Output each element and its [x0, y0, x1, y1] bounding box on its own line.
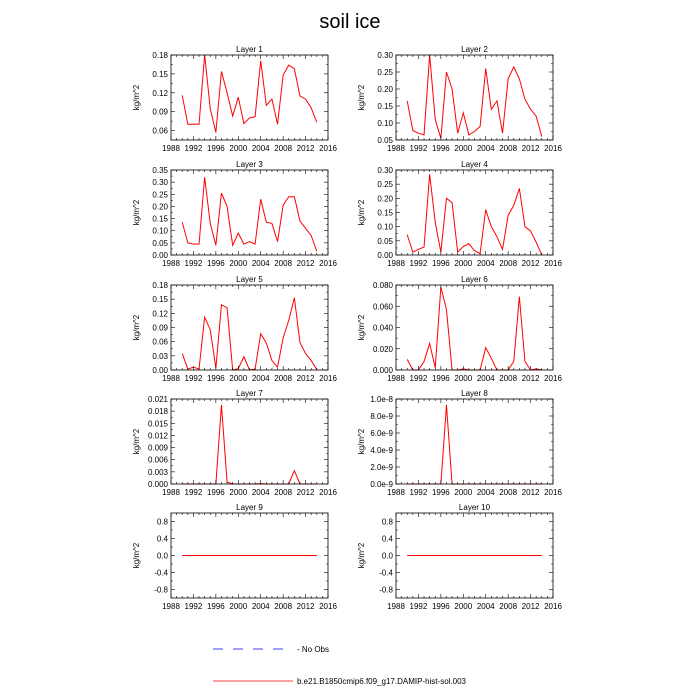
x-tick-label: 1988	[387, 144, 405, 153]
plot-frame	[396, 285, 553, 370]
panel-title: Layer 1	[236, 45, 263, 54]
x-tick-label: 2008	[499, 259, 518, 268]
y-tick-label: 0.06	[152, 337, 168, 347]
series-line	[182, 55, 317, 132]
x-tick-label: 2008	[274, 488, 293, 497]
x-tick-label: 1992	[409, 488, 428, 497]
y-tick-label: 0.12	[152, 88, 168, 98]
x-tick-label: 2016	[544, 374, 562, 383]
x-tick-label: 2004	[476, 144, 495, 153]
y-tick-label: 0.8	[381, 517, 393, 527]
y-tick-label: 0.25	[152, 190, 168, 200]
panel-title: Layer 9	[236, 503, 263, 512]
x-tick-label: 2000	[229, 488, 248, 497]
series-line	[182, 298, 317, 370]
y-tick-label: 0.30	[152, 178, 168, 188]
y-tick-label: 6.0e-9	[370, 429, 393, 438]
y-tick-label: 0.021	[147, 395, 168, 404]
x-tick-label: 2004	[476, 259, 495, 268]
y-tick-label: 0.4	[381, 534, 393, 544]
x-tick-label: 1988	[162, 602, 180, 611]
y-tick-label: 1.0e-8	[370, 395, 393, 404]
y-tick-label: 0.09	[152, 323, 168, 333]
x-tick-label: 2012	[296, 374, 315, 383]
x-tick-label: 1988	[387, 488, 405, 497]
x-tick-label: 1996	[206, 144, 225, 153]
y-tick-label: 0.15	[152, 69, 168, 79]
y-tick-label: 0.20	[377, 194, 393, 204]
x-tick-label: 2000	[454, 144, 473, 153]
x-tick-label: 2008	[499, 488, 518, 497]
x-tick-label: 2000	[229, 259, 248, 268]
x-tick-label: 2000	[454, 602, 473, 611]
x-tick-label: 2004	[476, 374, 495, 383]
y-tick-label: 0.003	[147, 467, 168, 477]
series-line	[407, 405, 542, 484]
x-tick-label: 2012	[521, 602, 540, 611]
y-tick-label: 0.06	[152, 126, 168, 136]
x-tick-label: 1992	[409, 259, 428, 268]
plot-frame	[396, 399, 553, 484]
x-tick-label: 2000	[229, 374, 248, 383]
panel-title: Layer 7	[236, 389, 263, 398]
panel-layer-5	[132, 275, 337, 383]
y-tick-label: 8.0e-9	[370, 412, 393, 421]
x-tick-label: 2000	[454, 374, 473, 383]
x-tick-label: 2012	[521, 488, 540, 497]
y-tick-label: 0.006	[147, 455, 168, 465]
panel-layer-7	[132, 389, 337, 497]
y-tick-label: 0.10	[377, 119, 393, 128]
y-tick-label: 0.018	[147, 407, 168, 417]
y-tick-label: 0.040	[372, 323, 393, 333]
x-tick-label: 1988	[162, 144, 180, 153]
x-tick-label: 2008	[499, 374, 518, 383]
y-tick-label: 0.00	[377, 251, 393, 260]
y-tick-label: 0.30	[377, 51, 393, 60]
panel-title: Layer 3	[236, 160, 263, 169]
x-tick-label: 1988	[162, 488, 180, 497]
y-tick-label: 2.0e-9	[370, 463, 393, 472]
x-tick-label: 2012	[296, 144, 315, 153]
x-tick-label: 2000	[454, 259, 473, 268]
y-tick-label: 0.35	[152, 166, 168, 175]
x-tick-label: 1996	[431, 488, 450, 497]
y-tick-label: -0.8	[379, 585, 393, 595]
x-tick-label: 2016	[544, 488, 562, 497]
x-tick-label: 1988	[387, 259, 405, 268]
y-tick-label: 0.25	[377, 180, 393, 190]
x-tick-label: 1996	[206, 602, 225, 611]
figure-title: soil ice	[319, 11, 381, 33]
panel-title: Layer 4	[461, 160, 488, 169]
x-tick-label: 2016	[319, 488, 337, 497]
x-tick-label: 2004	[251, 488, 270, 497]
x-tick-label: 2012	[296, 602, 315, 611]
x-tick-label: 1996	[431, 144, 450, 153]
y-tick-label: 0.015	[147, 419, 168, 429]
panel-layer-3	[132, 160, 337, 268]
y-tick-label: -0.4	[379, 568, 393, 578]
y-axis-label: kg/m^2	[357, 542, 366, 569]
panel-layer-8	[357, 389, 562, 497]
y-axis-label: kg/m^2	[132, 84, 141, 111]
series-line	[407, 174, 542, 255]
x-tick-label: 2016	[544, 259, 562, 268]
panel-title: Layer 6	[461, 275, 488, 284]
x-tick-label: 2008	[274, 602, 293, 611]
x-tick-label: 1988	[387, 602, 405, 611]
series-line	[407, 55, 542, 138]
panel-title: Layer 8	[461, 389, 488, 398]
series-line	[407, 287, 542, 370]
panel-layer-10	[357, 503, 562, 611]
x-tick-label: 2008	[499, 602, 518, 611]
y-axis-label: kg/m^2	[132, 199, 141, 226]
y-tick-label: 0.0	[381, 551, 393, 561]
y-tick-label: 0.09	[152, 107, 168, 117]
series-line	[182, 177, 317, 251]
x-tick-label: 2004	[251, 602, 270, 611]
panel-layer-2	[357, 45, 562, 153]
y-axis-label: kg/m^2	[132, 428, 141, 455]
panel-layer-4	[357, 160, 562, 268]
x-tick-label: 2016	[319, 374, 337, 383]
y-tick-label: 0.10	[152, 226, 168, 236]
x-tick-label: 1992	[184, 144, 203, 153]
x-tick-label: 1996	[206, 374, 225, 383]
x-tick-label: 1996	[431, 259, 450, 268]
x-tick-label: 2012	[296, 259, 315, 268]
x-tick-label: 1996	[206, 488, 225, 497]
panel-title: Layer 5	[236, 275, 263, 284]
x-tick-label: 2004	[476, 602, 495, 611]
y-tick-label: 0.05	[152, 238, 168, 248]
x-tick-label: 2004	[251, 374, 270, 383]
x-tick-label: 2004	[251, 259, 270, 268]
plot-frame	[396, 55, 553, 140]
plot-frame	[171, 170, 328, 255]
x-tick-label: 2016	[319, 259, 337, 268]
plot-frame	[171, 399, 328, 484]
x-tick-label: 2008	[274, 259, 293, 268]
legend-label: b.e21.B1850cmip6.f09_g17.DAMIP-hist-sol.003	[297, 677, 466, 686]
y-tick-label: 0.020	[372, 344, 393, 354]
y-tick-label: 0.15	[377, 102, 393, 111]
y-axis-label: kg/m^2	[132, 314, 141, 341]
x-tick-label: 1996	[206, 259, 225, 268]
y-tick-label: 0.4	[156, 534, 168, 544]
y-axis-label: kg/m^2	[357, 199, 366, 226]
x-tick-label: 2008	[274, 144, 293, 153]
y-tick-label: 0.20	[377, 85, 393, 94]
y-tick-label: 0.20	[152, 202, 168, 212]
x-tick-label: 1992	[184, 374, 203, 383]
y-tick-label: 0.8	[156, 517, 168, 527]
x-tick-label: 1992	[409, 602, 428, 611]
panel-layer-6	[357, 275, 562, 383]
y-tick-label: 0.060	[372, 302, 393, 312]
y-tick-label: 0.05	[377, 236, 393, 246]
y-tick-label: -0.8	[154, 585, 168, 595]
x-tick-label: 1996	[431, 374, 450, 383]
x-tick-label: 1988	[162, 374, 180, 383]
plot-frame	[171, 285, 328, 370]
y-tick-label: 0.03	[152, 351, 168, 361]
x-tick-label: 1992	[184, 259, 203, 268]
x-tick-label: 2012	[296, 488, 315, 497]
panels	[132, 45, 562, 611]
y-tick-label: 0.15	[152, 214, 168, 224]
y-tick-label: 0.25	[377, 68, 393, 77]
x-tick-label: 2000	[454, 488, 473, 497]
y-tick-label: 0.000	[147, 480, 168, 489]
x-tick-label: 2004	[476, 488, 495, 497]
y-tick-label: 0.012	[147, 431, 168, 441]
y-tick-label: 0.30	[377, 166, 393, 175]
y-tick-label: 0.0	[156, 551, 168, 561]
x-tick-label: 2012	[521, 374, 540, 383]
legend-label: - No Obs	[297, 645, 330, 654]
y-tick-label: 4.0e-9	[370, 446, 393, 455]
y-axis-label: kg/m^2	[357, 428, 366, 455]
x-tick-label: 2016	[544, 602, 562, 611]
x-tick-label: 1992	[409, 374, 428, 383]
x-tick-label: 2016	[319, 602, 337, 611]
y-tick-label: -0.4	[154, 568, 168, 578]
y-tick-label: 0.009	[147, 443, 168, 453]
x-tick-label: 1988	[162, 259, 180, 268]
y-tick-label: 0.18	[152, 281, 168, 290]
x-tick-label: 2004	[251, 144, 270, 153]
y-axis-label: kg/m^2	[132, 542, 141, 569]
legend	[213, 645, 467, 686]
series-line	[182, 405, 317, 484]
x-tick-label: 1992	[184, 488, 203, 497]
x-tick-label: 1988	[387, 374, 405, 383]
x-tick-label: 2000	[229, 602, 248, 611]
y-tick-label: 0.0e-9	[370, 480, 393, 489]
panel-title: Layer 2	[461, 45, 488, 54]
panel-layer-1	[132, 45, 337, 153]
x-tick-label: 1992	[409, 144, 428, 153]
plot-frame	[396, 170, 553, 255]
panel-title: Layer 10	[458, 503, 491, 512]
y-tick-label: 0.00	[152, 251, 168, 260]
y-tick-label: 0.18	[152, 51, 168, 60]
y-tick-label: 0.000	[372, 366, 393, 375]
x-tick-label: 2000	[229, 144, 248, 153]
x-tick-label: 1992	[184, 602, 203, 611]
y-tick-label: 0.15	[152, 295, 168, 305]
y-tick-label: 0.05	[377, 136, 393, 145]
x-tick-label: 2008	[499, 144, 518, 153]
y-tick-label: 0.080	[372, 281, 393, 290]
x-tick-label: 2008	[274, 374, 293, 383]
x-tick-label: 2012	[521, 144, 540, 153]
y-tick-label: 0.12	[152, 309, 168, 319]
y-tick-label: 0.15	[377, 208, 393, 218]
y-axis-label: kg/m^2	[357, 84, 366, 111]
y-axis-label: kg/m^2	[357, 314, 366, 341]
y-tick-label: 0.00	[152, 366, 168, 375]
x-tick-label: 2016	[544, 144, 562, 153]
y-tick-label: 0.10	[377, 222, 393, 232]
plot-frame	[171, 55, 328, 140]
x-tick-label: 1996	[431, 602, 450, 611]
x-tick-label: 2016	[319, 144, 337, 153]
x-tick-label: 2012	[521, 259, 540, 268]
panel-layer-9	[132, 503, 337, 611]
